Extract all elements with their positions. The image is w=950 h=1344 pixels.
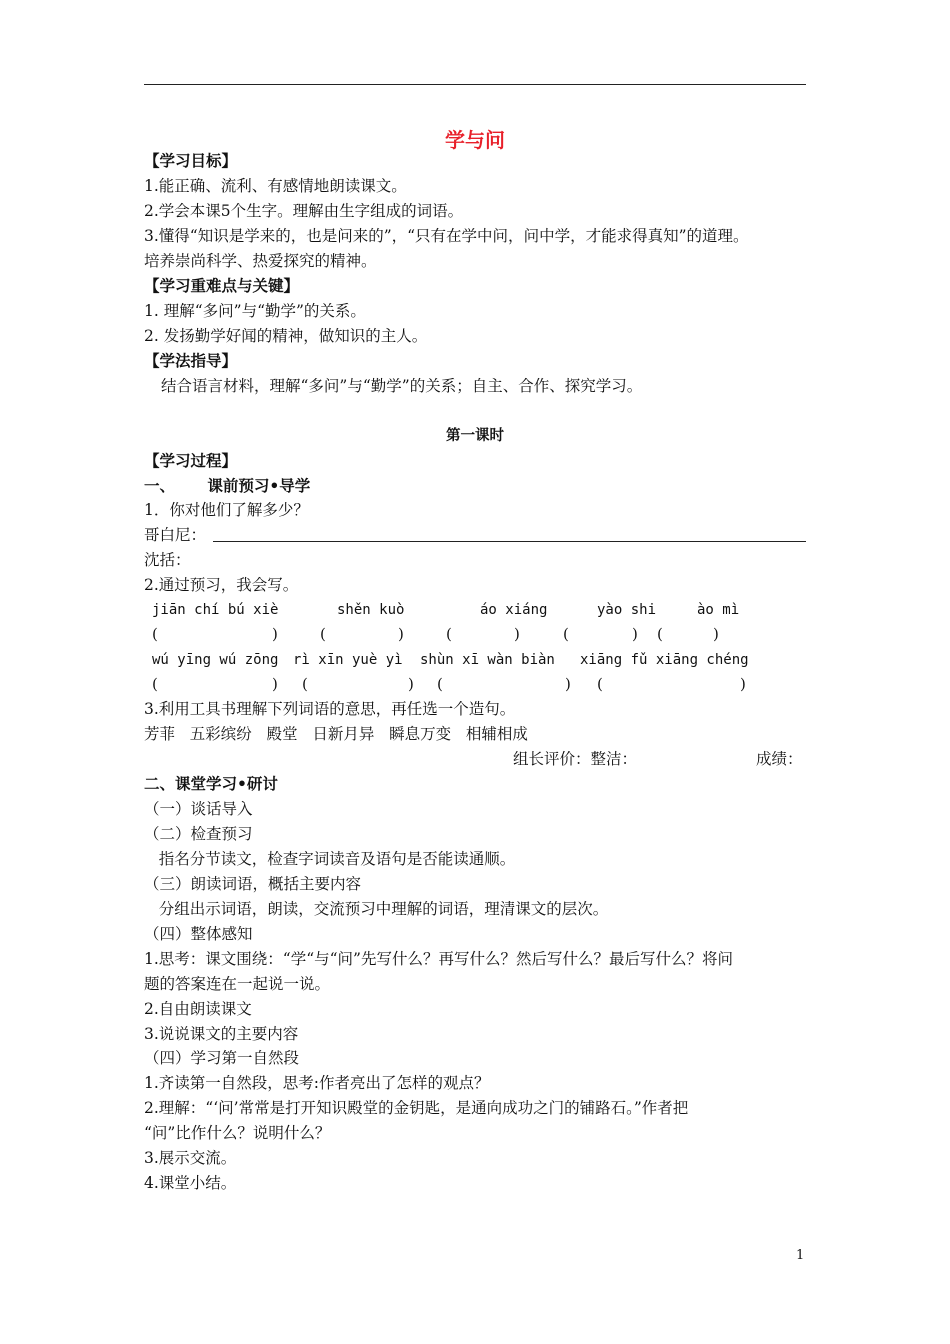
blank-close: ) (398, 625, 404, 643)
pinyin-item: shěn kuò (337, 602, 405, 618)
section2-line: （三）朗读词语，概括主要内容 (144, 875, 362, 893)
section2-line: （一）谈话导入 (144, 800, 253, 818)
pinyin-item: wú yīng wú zōng (152, 652, 279, 668)
score-label: 成绩： (756, 750, 803, 768)
blank-open: ( (597, 675, 603, 693)
pinyin-item: áo xiáng (480, 602, 548, 618)
section2-line: “问”比作什么？说明什么？ (144, 1124, 331, 1142)
blank-open: ( (446, 625, 452, 643)
objective-item: 2.学会本课5个生字。理解由生字组成的词语。 (144, 202, 464, 220)
blank-close: ) (565, 675, 571, 693)
objective-item: 1.能正确、流利、有感情地朗读课文。 (144, 177, 407, 195)
objective-item: 培养崇尚科学、热爱探究的精神。 (144, 252, 377, 270)
blank-close: ) (514, 625, 520, 643)
section2-line: 3.展示交流。 (144, 1149, 237, 1167)
process-heading: 【学习过程】 (144, 451, 238, 470)
section2-line: 分组出示词语，朗读，交流预习中理解的词语，理清课文的层次。 (144, 900, 609, 918)
objective-item: 3.懂得“知识是学来的，也是问来的”，“只有在学中问，问中学，才能求得真知”的道理。 (144, 227, 749, 245)
pinyin-item: shùn xī wàn biàn (420, 652, 555, 668)
section2-heading: 二、课堂学习•研讨 (144, 774, 278, 793)
section2-line: 2.理解：“‘问’常常是打开知识殿堂的金钥匙，是通向成功之门的铺路石。”作者把 (144, 1099, 689, 1117)
section2-line: 1.思考：课文围绕：“学“与“问”先写什么？再写什么？然后写什么？最后写什么？将问 (144, 950, 733, 968)
section2-line: （四）学习第一自然段 (144, 1049, 300, 1067)
section2-line: 4.课堂小结。 (144, 1174, 237, 1192)
blank-open: ( (302, 675, 308, 693)
pinyin-item: ào mì (697, 602, 740, 618)
blank-open: ( (437, 675, 443, 693)
answer-label-copernicus: 哥白尼： (144, 526, 207, 544)
section2-line: 3.说说课文的主要内容 (144, 1025, 299, 1043)
blank-open: ( (657, 625, 663, 643)
method-text: 结合语言材料，理解“多问”与“勤学”的关系；自主、合作、探究学习。 (161, 377, 643, 395)
blank-close: ) (272, 625, 278, 643)
answer-label-shenkuo: 沈括： (144, 551, 191, 569)
objectives-heading: 【学习目标】 (144, 151, 238, 170)
section1-heading: 一、 课前预习•导学 (144, 476, 311, 495)
group-leader-evaluation: 组长评价：整洁： (513, 750, 638, 768)
page-title: 学与问 (445, 128, 505, 152)
blank-close: ) (713, 625, 719, 643)
keypoint-item: 1. 理解“多问”与“勤学”的关系。 (144, 302, 366, 320)
blank-close: ) (632, 625, 638, 643)
header-rule (144, 84, 806, 85)
pinyin-item: rì xīn yuè yì (293, 652, 403, 668)
blank-open: ( (320, 625, 326, 643)
keypoint-item: 2. 发扬勤学好闻的精神，做知识的主人。 (144, 327, 428, 345)
blank-close: ) (740, 675, 746, 693)
blank-close: ) (408, 675, 414, 693)
method-heading: 【学法指导】 (144, 351, 238, 370)
section2-line: 1.齐读第一自然段，思考:作者亮出了怎样的观点？ (144, 1074, 490, 1092)
question-1: 1．你对他们了解多少？ (144, 501, 309, 519)
pinyin-item: jiān chí bú xiè (152, 602, 279, 618)
blank-open: ( (152, 625, 158, 643)
blank-open: ( (563, 625, 569, 643)
section2-line: （四）整体感知 (144, 925, 253, 943)
vocabulary-words: 芳菲 五彩缤纷 殿堂 日新月异 瞬息万变 相辅相成 (144, 725, 528, 743)
pinyin-item: xiāng fǔ xiāng chéng (580, 652, 749, 668)
pinyin-item: yào shi (597, 602, 657, 618)
page-number: 1 (796, 1248, 805, 1263)
keypoints-heading: 【学习重难点与关键】 (144, 276, 300, 295)
section2-line: 指名分节读文，检查字词读音及语句是否能读通顺。 (144, 850, 516, 868)
blank-close: ) (272, 675, 278, 693)
lesson-title: 第一课时 (446, 427, 504, 444)
question-2: 2.通过预习，我会写。 (144, 576, 299, 594)
section2-line: 2.自由朗读课文 (144, 1000, 252, 1018)
section2-line: （二）检查预习 (144, 825, 253, 843)
section2-line: 题的答案连在一起说一说。 (144, 975, 331, 993)
answer-line (213, 541, 806, 542)
blank-open: ( (152, 675, 158, 693)
question-3: 3.利用工具书理解下列词语的意思，再任选一个造句。 (144, 700, 516, 718)
